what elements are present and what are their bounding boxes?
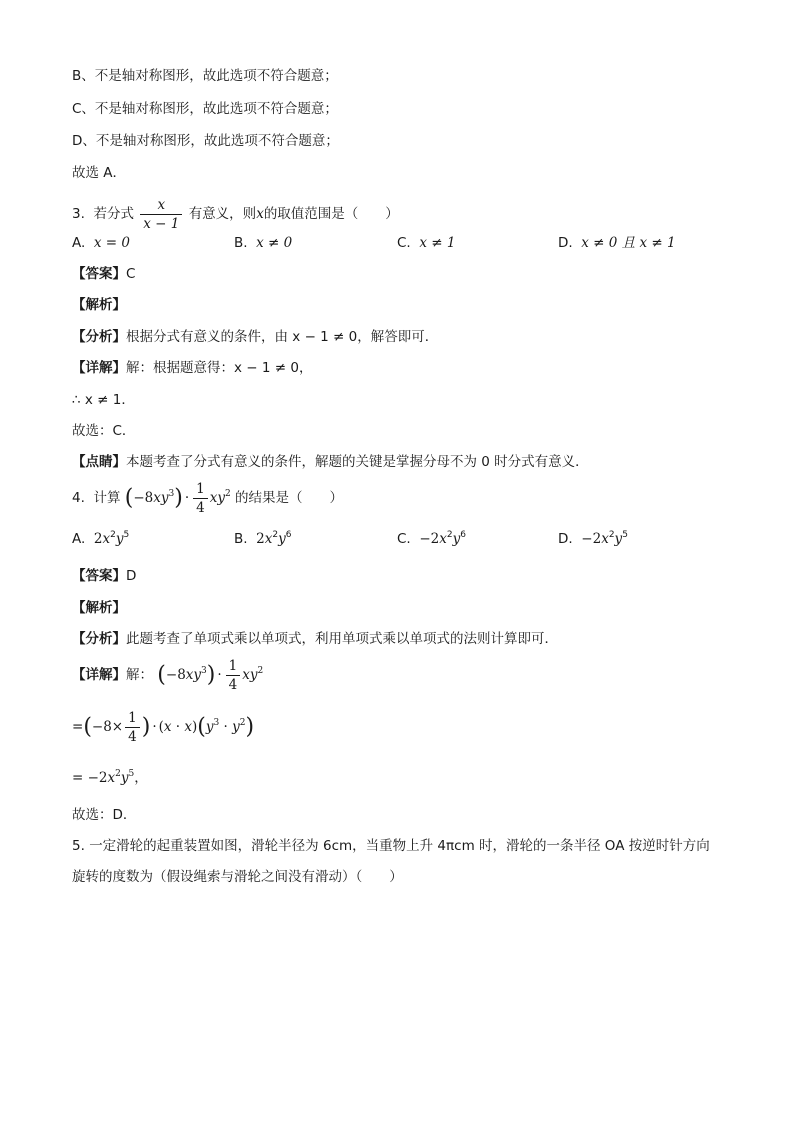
q3-option-d-label: D.	[558, 235, 573, 251]
q3-detail-tag: 【详解】	[72, 360, 126, 376]
q4-option-d: D. $-2x^2y^5$	[558, 530, 628, 547]
q4-option-b-label: B.	[234, 531, 248, 547]
q4-option-c-coef: −2	[419, 531, 440, 547]
q4-step-2: = $-2x^2y^5$，	[72, 769, 148, 786]
q3-option-a-label: A.	[72, 235, 86, 251]
q4-option-d-coef: −2	[581, 531, 602, 547]
q4-option-a: A. $2x^2y^5$	[72, 530, 130, 547]
q3-option-d-text: x ≠ 0 且 x ≠ 1	[581, 235, 676, 251]
prev-option-d-explanation: D、不是轴对称图形，故此选项不符合题意；	[72, 133, 339, 149]
q3-answer-tag: 【答案】	[72, 266, 126, 282]
q4-number: 4.	[72, 490, 85, 506]
q4-stem	[72, 478, 343, 518]
q4-fenxi	[72, 629, 558, 649]
prev-conclusion: 故选 A．	[72, 165, 127, 181]
prev-option-b-explanation: B、不是轴对称图形，故此选项不符合题意；	[72, 68, 338, 84]
q3-variable: x	[256, 206, 264, 222]
q5-stem-line1	[72, 836, 710, 856]
q3-choose: 故选：C．	[72, 423, 136, 439]
q3-answer	[72, 264, 135, 284]
q4-detail-prefix: 解：	[126, 667, 153, 683]
q4-option-d-label: D.	[558, 531, 573, 547]
q5-number: 5.	[72, 838, 85, 854]
q3-answer-value: C	[126, 266, 136, 282]
q4-detail	[72, 655, 263, 695]
q3-option-d	[558, 233, 676, 253]
q3-option-c-text: x ≠ 1	[419, 235, 456, 251]
q4-stem-prefix: 计算	[93, 490, 121, 506]
q3-option-a	[72, 233, 130, 253]
q3-number: 3.	[72, 206, 85, 222]
q3-analysis-tag: 【解析】	[72, 297, 126, 313]
q3-fenxi-text: 根据分式有意义的条件，由 x − 1 ≠ 0，解答即可．	[126, 329, 439, 345]
q4-detail-tag: 【详解】	[72, 667, 126, 683]
q5-line1: 一定滑轮的起重装置如图，滑轮半径为 6cm，当重物上升 4πcm 时，滑轮的一条半径 OA 按逆时针方向	[89, 838, 710, 854]
q3-comment-tag: 【点睛】	[72, 454, 126, 470]
q4-option-a-coef: 2	[93, 531, 103, 547]
q3-analysis-heading	[72, 295, 126, 315]
q4-analysis-tag: 【解析】	[72, 600, 126, 616]
q4-answer	[72, 566, 136, 586]
q3-option-b-label: B.	[234, 235, 248, 251]
q4-answer-value: D	[126, 568, 137, 584]
q3-comment-text: 本题考查了分式有意义的条件，解题的关键是掌握分母不为 0 时分式有意义．	[126, 454, 589, 470]
q3-comment	[72, 452, 589, 472]
q4-expression: $(-8xy^3)$ · $\frac{1}{4}$ $xy^2$	[124, 481, 231, 516]
q3-detail-text: 解：根据题意得：x − 1 ≠ 0，	[126, 360, 313, 376]
q3-option-b-text: x ≠ 0	[256, 235, 293, 251]
q3-fraction-numerator: x	[157, 196, 166, 213]
q4-fenxi-text: 此题考查了单项式乘以单项式，利用单项式乘以单项式的法则计算即可．	[126, 631, 558, 647]
q4-option-c-label: C.	[397, 531, 411, 547]
q3-fraction	[140, 197, 182, 232]
q3-stem-suffix: 的取值范围是（ ）	[263, 206, 399, 222]
q3-detail	[72, 358, 312, 378]
q4-detail-expression: $(-8xy^3)$ · $\frac{1}{4}$ $xy^2$	[157, 658, 264, 693]
q5-stem-line2: 旋转的度数为（假设绳索与滑轮之间没有滑动）（ ）	[72, 869, 403, 885]
q4-step-1: =(−8× $\frac{1}{4}$ ) · $(x \cdot x)(y^3 \cdot y^2)$	[72, 710, 255, 745]
q3-option-c	[397, 233, 455, 253]
q4-option-a-label: A.	[72, 531, 86, 547]
q4-fenxi-tag: 【分析】	[72, 631, 126, 647]
q4-analysis-heading	[72, 598, 126, 618]
q4-answer-tag: 【答案】	[72, 568, 126, 584]
q3-stem	[72, 194, 399, 234]
q4-stem-suffix: 的结果是（ ）	[235, 490, 344, 506]
q3-stem-prefix: 若分式	[93, 206, 134, 222]
q4-option-b: B. $2x^2y^6$	[234, 530, 292, 547]
q4-choose: 故选：D．	[72, 807, 137, 823]
q4-option-b-coef: 2	[256, 531, 265, 547]
q3-option-c-label: C.	[397, 235, 411, 251]
q3-fraction-denominator: x − 1	[140, 214, 182, 232]
q3-option-a-text: x = 0	[93, 235, 130, 251]
q3-stem-mid: 有意义，则	[188, 206, 257, 222]
prev-option-c-explanation: C、不是轴对称图形，故此选项不符合题意；	[72, 101, 338, 117]
q3-therefore: ∴ x ≠ 1．	[72, 392, 135, 408]
q3-fenxi-tag: 【分析】	[72, 329, 126, 345]
q4-option-c: C. $-2x^2y^6$	[397, 530, 466, 547]
q4-result-tail: ，	[134, 770, 148, 786]
q3-fenxi	[72, 327, 438, 347]
q3-option-b	[234, 233, 292, 253]
